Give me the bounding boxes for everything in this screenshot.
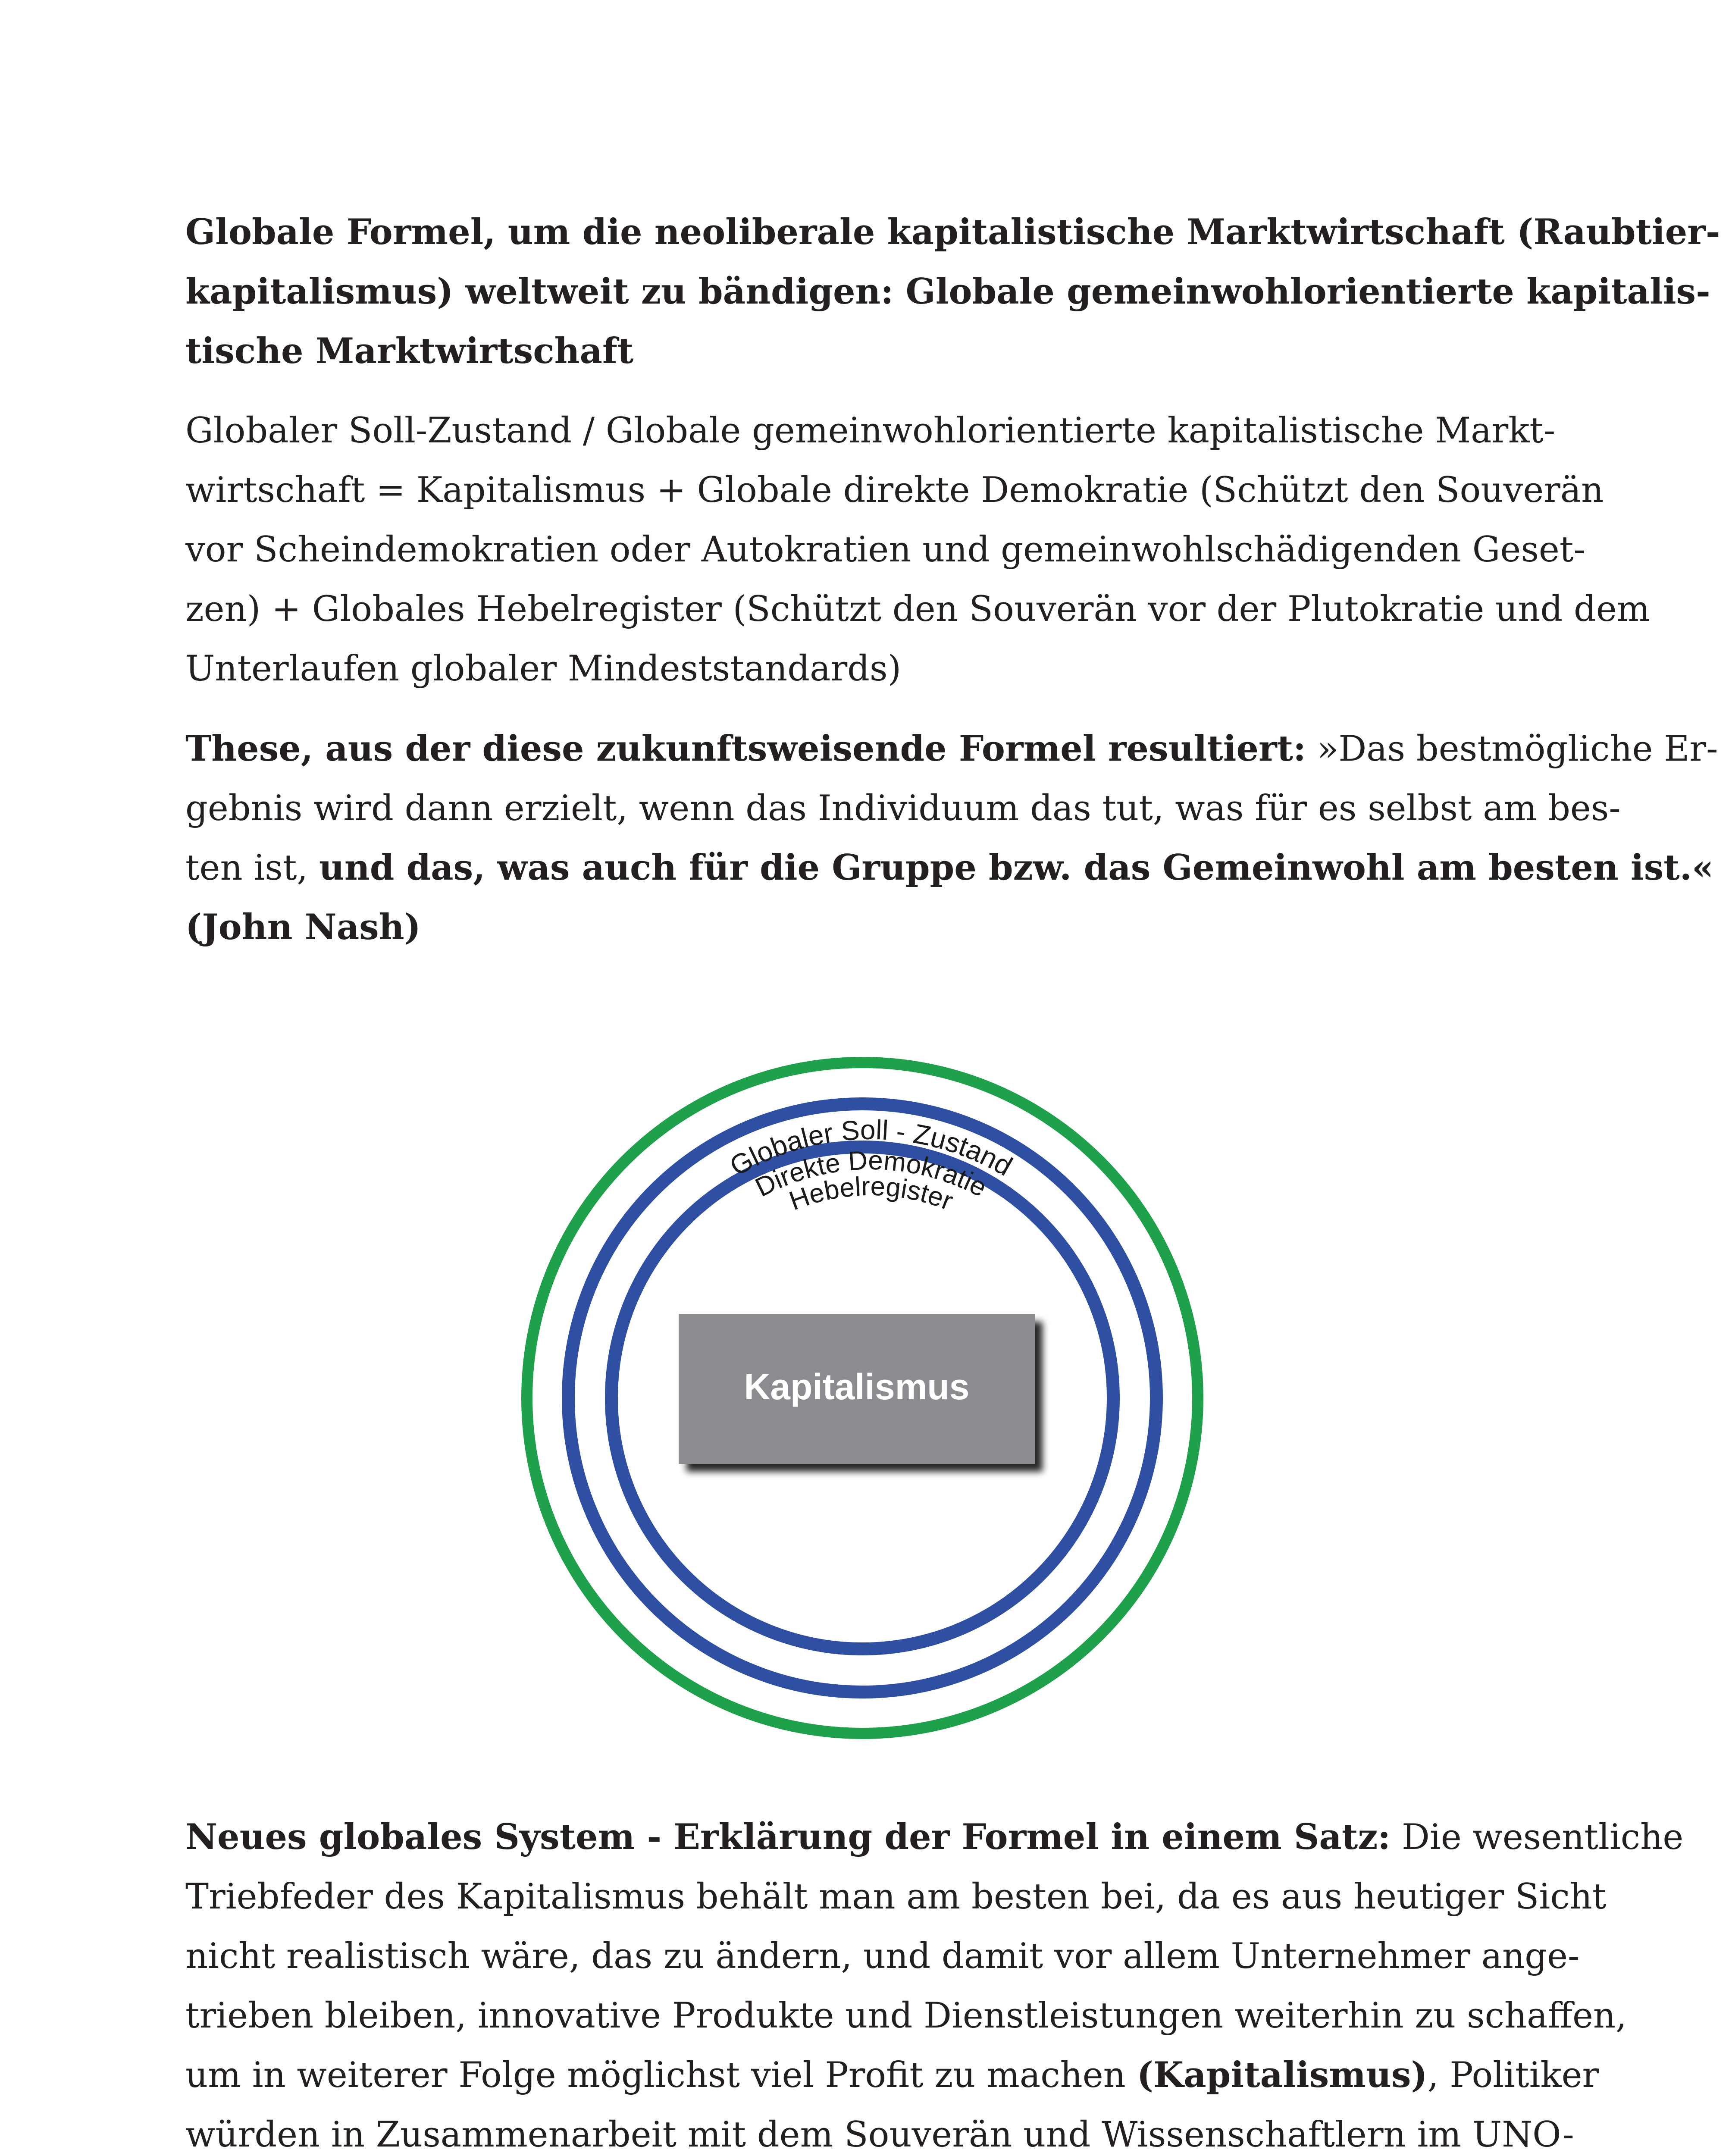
explanation-text: , Politiker	[1427, 2055, 1599, 2096]
explanation-kapitalismus: (Kapitalismus)	[1137, 2055, 1428, 2096]
formula-line: vor Scheindemokratien oder Autokratien und gemeinwohlschädigenden Geset-	[185, 530, 1585, 570]
formula-paragraph	[185, 401, 1650, 699]
formula-line: zen) + Globales Hebelregister (Schützt den Souverän vor der Plutokratie und dem	[185, 589, 1650, 630]
explanation-line	[185, 1808, 1684, 1867]
thesis-text: ten ist,	[185, 848, 319, 888]
heading-line: Globale Formel, um die neoliberale kapitalistische Marktwirtschaft (Raubtier-	[185, 212, 1720, 253]
explanation-text: Die wesentliche	[1391, 1817, 1684, 1858]
thesis-lead: These, aus der diese zukunftsweisende Formel resultiert:	[185, 728, 1306, 769]
thesis-line: gebnis wird dann erzielt, wenn das Individuum das tut, was für es selbst am bes-	[185, 788, 1621, 829]
explanation-line	[185, 2046, 1599, 2105]
inner-ring-label: Hebelregister	[785, 1171, 957, 1216]
kapitalismus-label: Kapitalismus	[744, 1366, 970, 1407]
formula-line: Globaler Soll-Zustand / Globale gemeinwohlorientierte kapitalistische Markt-	[185, 411, 1556, 451]
explanation-line: Triebfeder des Kapitalismus behält man am besten bei, da es aus heutiger Sicht	[185, 1877, 1607, 1917]
thesis-line	[185, 898, 1548, 957]
outer-ring-label: Globaler Soll - Zustand	[724, 1114, 1018, 1182]
thesis-paragraph	[185, 719, 1718, 957]
middle-ring-label: Direkte Demokratie	[751, 1145, 992, 1203]
heading-line: kapitalismus) weltweit zu bändigen: Globale gemeinwohlorientierte kapitalis-	[185, 271, 1710, 312]
thesis-quote-start: »Das bestmögliche Er-	[1306, 729, 1718, 769]
thesis-line	[185, 838, 1714, 898]
explanation-line: trieben bleiben, innovative Produkte und Dienstleistungen weiterhin zu schaffen,	[185, 1996, 1627, 2036]
thesis-line	[185, 719, 1718, 779]
explanation-line: würden in Zusammenarbeit mit dem Souverän und Wissenschaftlern im UNO-	[185, 2115, 1574, 2155]
explanation-line: nicht realistisch wäre, das zu ändern, und damit vor allem Unternehmer ange-	[185, 1936, 1580, 1977]
heading-line: tische Marktwirtschaft	[185, 331, 634, 372]
explanation-lead: Neues globales System - Erklärung der Formel in einem Satz:	[185, 1817, 1391, 1858]
formula-diagram	[504, 1013, 1220, 1746]
formula-line: Unterlaufen globaler Mindeststandards)	[185, 649, 902, 689]
thesis-author: (John Nash)	[185, 907, 421, 948]
explanation-paragraph	[185, 1808, 1684, 2156]
explanation-text: um in weiterer Folge möglichst viel Profit zu machen	[185, 2055, 1137, 2096]
heading	[185, 203, 1720, 381]
formula-line: wirtschaft = Kapitalismus + Globale direkte Demokratie (Schützt den Souverän	[185, 470, 1604, 511]
thesis-quote-bold: und das, was auch für die Gruppe bzw. das Gemeinwohl am besten ist.«	[319, 847, 1714, 888]
